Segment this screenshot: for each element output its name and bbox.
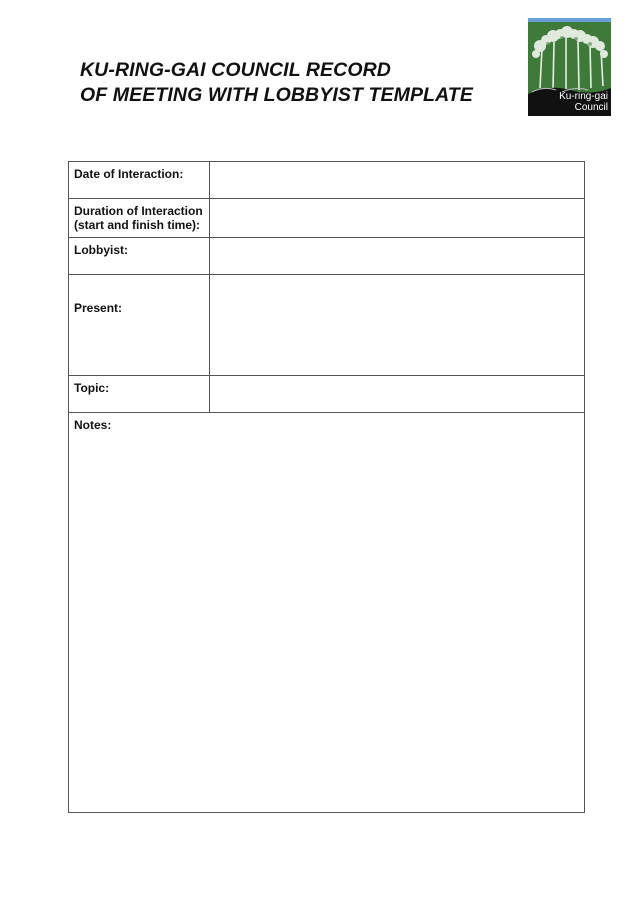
form-row-lobbyist <box>69 238 585 275</box>
council-logo <box>528 18 611 116</box>
topic-field[interactable] <box>210 376 585 413</box>
duration-field[interactable] <box>210 199 585 238</box>
date-of-interaction-field[interactable] <box>210 162 585 199</box>
document-title <box>80 58 473 108</box>
lobbyist-field[interactable] <box>210 238 585 275</box>
form-row-duration <box>69 199 585 238</box>
logo-text-line-1: Ku-ring-gai <box>559 91 608 102</box>
form-row-notes <box>69 413 585 813</box>
form-row-date <box>69 162 585 199</box>
logo-text <box>559 92 608 113</box>
logo-text-line-2: Council <box>574 101 608 113</box>
title-line-2: OF MEETING WITH LOBBYIST TEMPLATE <box>80 84 473 106</box>
form-row-topic <box>69 376 585 413</box>
field-label-duration: Duration of Interaction (start and finish time): <box>69 199 210 238</box>
field-label-date: Date of Interaction: <box>69 162 210 199</box>
lobbyist-record-form <box>68 161 585 813</box>
field-label-present: Present: <box>69 275 210 376</box>
form-row-present <box>69 275 585 376</box>
field-label-notes: Notes: <box>74 418 112 432</box>
field-label-topic: Topic: <box>69 376 210 413</box>
title-line-1: KU-RING-GAI COUNCIL RECORD <box>80 59 391 81</box>
field-label-lobbyist: Lobbyist: <box>69 238 210 275</box>
present-field[interactable] <box>210 275 585 376</box>
notes-field[interactable] <box>69 413 585 813</box>
